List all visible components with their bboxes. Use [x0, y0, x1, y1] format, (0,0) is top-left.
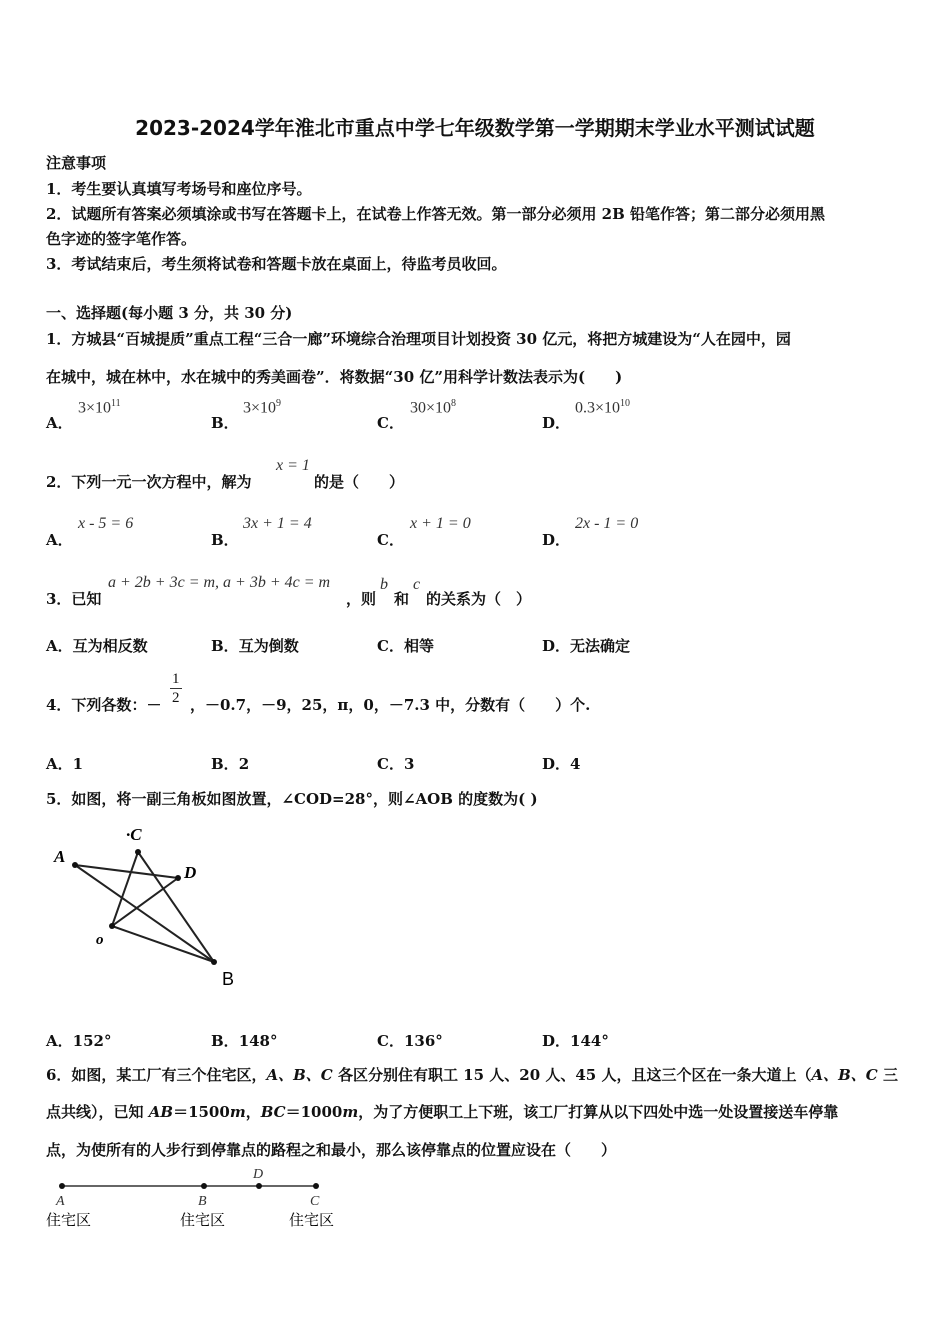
point-c: [313, 1183, 319, 1189]
q2-suffix: 的是（ ）: [314, 473, 405, 491]
q3-mid1: ，则: [346, 590, 377, 608]
q3-math: a + 2b + 3c = m, a + 3b + 4c = m: [108, 574, 331, 591]
q5-option-c: C．136°: [377, 1032, 443, 1050]
point-a: [59, 1183, 65, 1189]
q6-line3: 点，为使所有的人步行到停靠点的路程之和最小，那么该停靠点的位置应设在（ ）: [46, 1141, 617, 1159]
q3-var-b: b: [380, 576, 388, 593]
notice-item-2: 2．试题所有答案必须填涂或书写在答题卡上，在试卷上作答无效。第一部分必须用 2B 铅笔作答；第二部分必须用黑: [46, 205, 826, 223]
point-d: [256, 1183, 262, 1189]
label-c: C: [310, 1194, 320, 1209]
q4-option-b: B．2: [211, 755, 250, 773]
q5-text: 5．如图，将一副三角板如图放置，∠COD=28°，则∠AOB 的度数为( ): [46, 790, 538, 808]
q2-prefix: 2．下列一元一次方程中，解为: [46, 473, 252, 491]
q5-option-b: B．148°: [211, 1032, 278, 1050]
q3-option-c: C．相等: [377, 637, 434, 655]
q3-var-c: c: [413, 576, 421, 593]
q2-math: x = 1: [276, 457, 310, 474]
q4-fraction: $\frac{1}{2}$: [172, 671, 180, 706]
q2-option-c-math: x + 1 = 0: [410, 515, 471, 532]
q2-option-b-math: 3x + 1 = 4: [243, 515, 312, 532]
zone-label-a: 住宅区: [46, 1211, 92, 1229]
q3-option-a: A．互为相反数: [46, 637, 148, 655]
point-b: [201, 1183, 207, 1189]
label-b: B: [222, 969, 235, 989]
q5-triangle-figure: [46, 820, 256, 995]
q2-option-d: D．: [542, 531, 571, 549]
label-b: B: [198, 1194, 207, 1209]
q3-option-b: B．互为倒数: [211, 637, 299, 655]
point-a: [72, 862, 78, 868]
q1-line2: 在城中，城在林中，水在城中的秀美画卷”．将数据“30 亿”用科学计数法表示为( ): [46, 368, 623, 386]
q1-option-d-math: $0.3\times 10^{10}$: [575, 398, 631, 417]
label-d: D: [253, 1167, 264, 1182]
line-ob: [112, 926, 214, 962]
q6-line2: 点共线），已知 AB＝1500m，BC＝1000m，为了方便职工上下班，该工厂打算从以下四处中选一处设置接送车停靠: [46, 1103, 839, 1121]
label-a: A: [54, 847, 66, 866]
label-o: o: [96, 932, 104, 948]
q2-option-a-math: x - 5 = 6: [78, 515, 134, 532]
q2-option-a: A．: [46, 531, 73, 549]
q3-suffix: 的关系为（ ）: [426, 590, 532, 608]
point-c: [135, 849, 141, 855]
q4-option-a: A．1: [46, 755, 84, 773]
notice-heading: 注意事项: [46, 154, 107, 172]
q1-line1: 1．方城县“百城提质”重点工程“三合一廊”环境综合治理项目计划投资 30 亿元，将把方城建设为“人在园中，园: [46, 330, 791, 348]
q3-prefix: 3．已知: [46, 590, 102, 608]
page-title: 2023-2024学年淮北市重点中学七年级数学第一学期期末学业水平测试试题: [135, 116, 815, 140]
line-co: [112, 852, 138, 926]
q6-line1: 6．如图，某工厂有三个住宅区，A、B、C 各区分别住有职工 15 人、20 人、45 人，且这三个区在一条大道上（A、B、C 三: [46, 1066, 898, 1084]
q1-option-b: B．: [211, 414, 239, 432]
notice-item-2-cont: 色字迹的签字笔作答。: [46, 230, 197, 248]
q3-mid2: 和: [394, 590, 410, 608]
point-b: [211, 959, 217, 965]
zone-label-c: 住宅区: [289, 1211, 335, 1229]
q2-option-d-math: 2x - 1 = 0: [575, 515, 639, 532]
q4-option-d: D．4: [542, 755, 581, 773]
q2-option-b: B．: [211, 531, 239, 549]
q1-option-a-math: $3\times 10^{11}$: [78, 398, 121, 417]
q1-option-b-math: $3\times 10^9$: [243, 398, 282, 417]
line-od: [112, 878, 178, 926]
zone-label-b: 住宅区: [180, 1211, 226, 1229]
q2-option-c: C．: [377, 531, 404, 549]
q4-option-c: C．3: [377, 755, 415, 773]
label-d: D: [184, 863, 197, 882]
q3-option-d: D．无法确定: [542, 637, 631, 655]
q6-road-figure: [40, 1162, 360, 1232]
notice-item-3: 3．考试结束后，考生须将试卷和答题卡放在桌面上，待监考员收回。: [46, 255, 507, 273]
q1-option-a: A．: [46, 414, 73, 432]
q1-option-c: C．: [377, 414, 404, 432]
notice-item-1: 1．考生要认真填写考场号和座位序号。: [46, 180, 312, 198]
q4-suffix: ，－0.7，－9，25，π，0，－7.3 中，分数有（ ）个.: [190, 696, 591, 714]
point-d: [175, 875, 181, 881]
section-heading: 一、选择题(每小题 3 分，共 30 分): [46, 304, 293, 322]
label-a: A: [56, 1194, 65, 1209]
label-c: ·C: [126, 825, 142, 844]
point-o: [109, 923, 115, 929]
q1-option-d: D．: [542, 414, 571, 432]
q5-option-d: D．144°: [542, 1032, 609, 1050]
line-cb: [138, 852, 214, 962]
q4-prefix: 4．下列各数：－: [46, 696, 162, 714]
q1-option-c-math: $30\times 10^8$: [410, 398, 457, 417]
q5-option-a: A．152°: [46, 1032, 112, 1050]
